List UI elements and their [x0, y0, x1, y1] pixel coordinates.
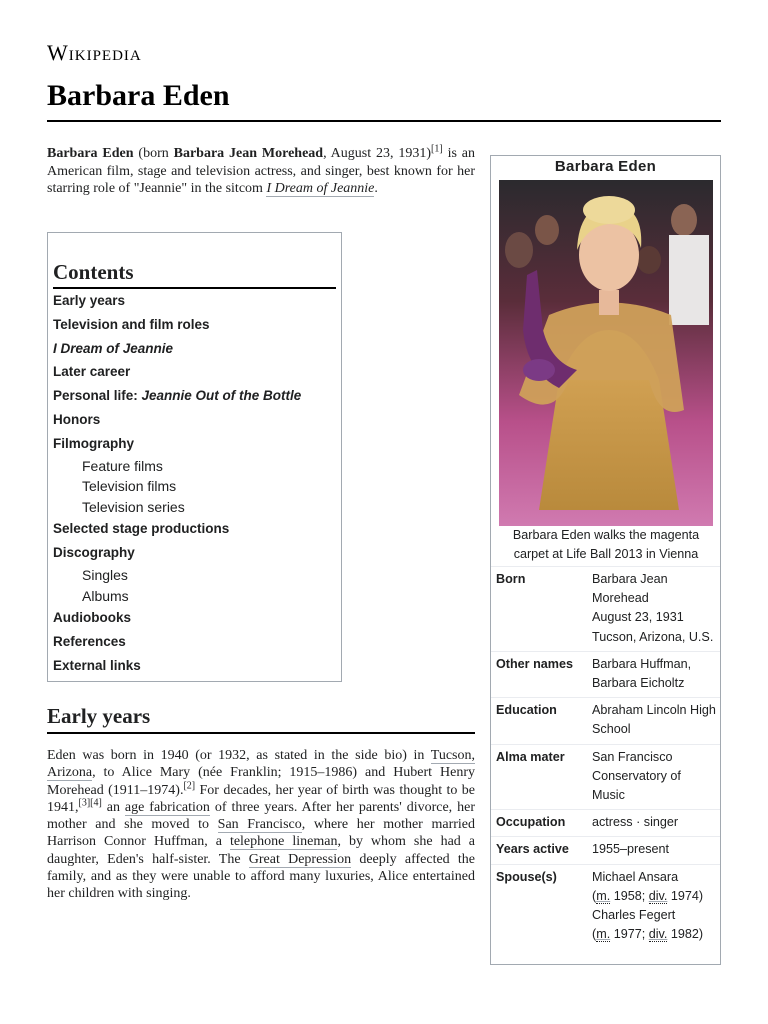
spouse-dates-text: 1977; [610, 927, 649, 942]
lead-text: is an American film, stage and television actress, and singer, best known for her starring role of "Jeannie" in the sitcom [47, 146, 475, 197]
infobox-value: San Francisco Conservatory of Music [592, 749, 681, 803]
born-place: Tucson, Arizona, U.S. [592, 629, 714, 644]
link-i-dream-of-jeannie[interactable]: I Dream of Jeannie [266, 181, 375, 197]
toc-item-discography[interactable]: Discography [53, 545, 135, 561]
other-name: Barbara Eicholtz [592, 676, 685, 691]
ey-text: , to Alice Mary (née Franklin; 1915–1986) and Hubert Henry Morehead (1911–1974). [47, 765, 475, 798]
born-date: August 23, 1931 [592, 610, 684, 625]
spouse-name: Charles Fegert [592, 908, 676, 923]
toc-item-personal-life-prefix: Personal life: [53, 388, 142, 404]
link-telephone-lineman[interactable]: telephone lineman [229, 834, 338, 850]
infobox-label: Born [496, 572, 526, 586]
married-abbr[interactable]: m. [596, 927, 611, 942]
lead-text-born: (born [133, 146, 174, 161]
infobox-photo[interactable] [499, 180, 713, 526]
infobox-row-occupation [491, 810, 720, 837]
lead-name: Barbara Eden [47, 146, 134, 161]
section-heading-early-years: Early years [47, 702, 475, 734]
toc-subitem-albums[interactable]: Albums [82, 587, 129, 604]
table-of-contents [47, 232, 342, 682]
infobox-value: 1955–present [592, 842, 670, 857]
toc-item-honors[interactable]: Honors [53, 411, 101, 427]
ey-text: , by whom she had a daughter, Eden's half-sister. The [47, 834, 475, 867]
toc-item-later-career[interactable]: Later career [53, 364, 131, 380]
toc-subitem-television-series[interactable]: Television series [82, 498, 185, 515]
toc-list [53, 289, 336, 678]
lead-born-date: , August 23, 1931) [323, 146, 432, 161]
ey-text: of three years. After her parents' divorce, her mother and she moved to [47, 799, 475, 833]
paren: ( [592, 927, 597, 942]
toc-item-early-years[interactable]: Early years [53, 293, 126, 308]
citation-4[interactable]: [4] [90, 797, 102, 809]
divorced-abbr[interactable]: div. [648, 927, 668, 942]
paren: ( [592, 888, 597, 903]
spouse-dates-text: 1958; [610, 888, 649, 903]
married-abbr[interactable]: m. [596, 888, 611, 903]
ey-text: deeply affected the family, and as they were unable to afford many luxuries, Alice entertained her children with singing. [47, 851, 476, 902]
spouse-name: Michael Ansara [592, 869, 679, 884]
link-tucson-arizona[interactable]: Tucson, Arizona [47, 748, 475, 781]
infobox-caption: Barbara Eden walks the magenta carpet at Life Ball 2013 in Vienna [512, 528, 700, 561]
infobox-value [586, 651, 720, 697]
infobox-label: Years active [496, 842, 569, 857]
spouse-dates [592, 925, 716, 944]
infobox-table [491, 566, 720, 948]
toc-subitem-singles[interactable]: Singles [82, 566, 128, 583]
toc-item-stage-productions[interactable]: Selected stage productions [53, 521, 230, 537]
toc-subitem-feature-films[interactable]: Feature films [82, 457, 163, 474]
born-name: Barbara Jean Morehead [592, 572, 668, 606]
infobox-row-other-names [491, 651, 720, 697]
ey-text: Eden was born in 1940 (or 1932, as stated in the side bio) in [47, 748, 431, 763]
citation-1[interactable]: [1] [431, 143, 443, 155]
lead-paragraph [47, 145, 475, 198]
infobox-label: Spouse(s) [496, 869, 557, 884]
infobox-row-years-active [491, 837, 720, 864]
ey-text: , where her mother married Harrison Connor Huffman, a [47, 817, 476, 850]
infobox-label: Education [496, 703, 557, 718]
infobox-title: Barbara Eden [554, 158, 657, 175]
divorced-abbr[interactable]: div. [648, 888, 668, 903]
wikipedia-wordmark[interactable]: Wikipedia [47, 40, 142, 65]
link-san-francisco[interactable]: San Francisco [217, 817, 302, 833]
ey-text: For decades, her year of birth was thought to be 1941, [47, 782, 475, 815]
early-years-paragraph [47, 747, 475, 903]
citation-2[interactable]: [2] [183, 779, 196, 791]
infobox-row-alma-mater [491, 744, 720, 810]
infobox-value: Abraham Lincoln High School [592, 703, 716, 737]
spouse-dates [592, 887, 716, 906]
infobox-row-spouses [491, 864, 720, 948]
infobox-label: Other names [496, 656, 573, 671]
toc-item-personal-life-title: Jeannie Out of the Bottle [141, 388, 302, 404]
ey-text: an [101, 799, 125, 815]
toc-item-references[interactable]: References [53, 633, 126, 649]
link-age-fabrication[interactable]: age fabrication [124, 799, 210, 815]
infobox-label: Occupation [496, 815, 566, 830]
toc-item-personal-life[interactable] [53, 384, 336, 408]
infobox-row-education [491, 698, 720, 744]
page-title: Barbara Eden [47, 76, 721, 122]
toc-subitem-television-films[interactable]: Television films [82, 478, 177, 495]
infobox-value [586, 567, 720, 652]
toc-item-filmography[interactable]: Filmography [53, 435, 135, 451]
infobox-label: Alma mater [496, 749, 565, 764]
infobox-value: actress · singer [592, 815, 679, 830]
infobox-row-born [491, 567, 720, 652]
toc-item-audiobooks[interactable]: Audiobooks [53, 610, 131, 626]
link-great-depression[interactable]: Great Depression [248, 851, 352, 867]
spouse-dates-text: 1974) [667, 888, 704, 903]
toc-item-i-dream-of-jeannie[interactable]: I Dream of Jeannie [53, 340, 174, 356]
toc-title: Contents [53, 259, 336, 289]
toc-item-external-links[interactable]: External links [53, 657, 141, 673]
spouse-dates-text: 1982) [667, 927, 704, 942]
toc-item-television-film-roles[interactable]: Television and film roles [53, 316, 210, 332]
portrait-illustration [499, 180, 713, 526]
other-name: Barbara Huffman, [592, 656, 692, 671]
infobox [490, 155, 721, 965]
lead-end: . [374, 181, 378, 197]
citation-3[interactable]: [3] [78, 797, 91, 809]
lead-birth-name: Barbara Jean Morehead [173, 146, 324, 161]
infobox-value [586, 864, 720, 948]
